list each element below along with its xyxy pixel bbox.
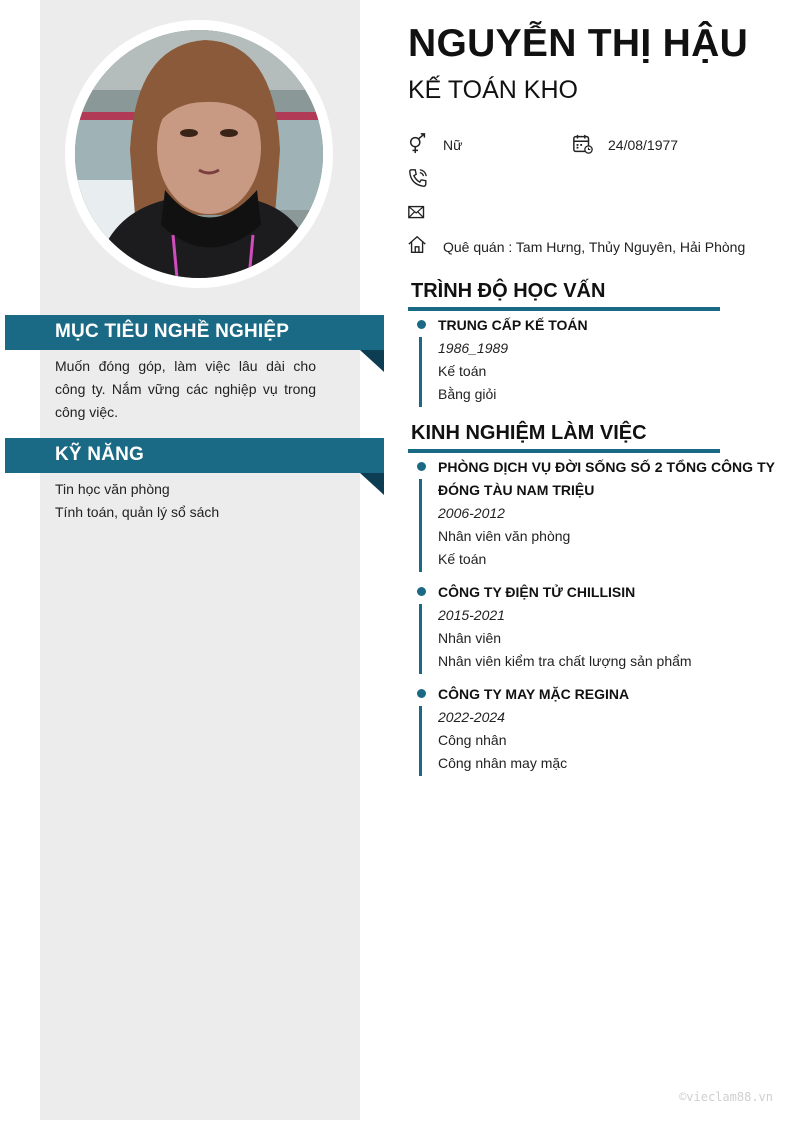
timeline-dot [417, 462, 426, 471]
experience-company: PHÒNG DỊCH VỤ ĐỜI SỐNG SỐ 2 TỔNG CÔNG TY [438, 459, 775, 475]
experience-position: Nhân viên [438, 630, 502, 646]
timeline-dot [417, 320, 426, 329]
avatar-photo [75, 30, 323, 278]
section-underline [408, 307, 720, 311]
experience-position: Công nhân [438, 732, 507, 748]
education-grade: Bằng giỏi [438, 386, 497, 402]
gender-icon [407, 133, 429, 155]
home-icon [407, 234, 429, 256]
experience-company: CÔNG TY MAY MẶC REGINA [438, 686, 630, 702]
ribbon-fold [360, 350, 384, 372]
avatar [75, 30, 323, 278]
avatar-frame [65, 20, 333, 288]
calendar-icon [572, 133, 594, 155]
experience-period: 2015-2021 [438, 607, 505, 623]
skills-heading: KỸ NĂNG [55, 444, 145, 465]
candidate-name: NGUYỄN THỊ HẬU [408, 22, 749, 65]
timeline-dot [417, 587, 426, 596]
experience-position: Nhân viên văn phòng [438, 528, 571, 544]
experience-period: 2022-2024 [438, 709, 505, 725]
timeline-line [419, 479, 422, 572]
timeline-line [419, 337, 422, 407]
experience-description: Nhân viên kiểm tra chất lượng sản phẩm [438, 653, 692, 669]
birthdate-value: 24/08/1977 [608, 137, 679, 153]
experience-company: CÔNG TY ĐIỆN TỬ CHILLISIN [438, 584, 636, 600]
education-school: TRUNG CẤP KẾ TOÁN [438, 317, 588, 333]
experience-description: Kế toán [438, 551, 487, 567]
hometown-value: Quê quán : Tam Hưng, Thủy Nguyên, Hải Phòng [443, 239, 746, 255]
experience-description: Công nhân may mặc [438, 755, 568, 771]
watermark: ©vieclam88.vn [679, 1090, 773, 1104]
objective-heading-bar [5, 315, 384, 350]
timeline-dot [417, 689, 426, 698]
gender-value: Nữ [443, 137, 463, 153]
education-period: 1986_1989 [438, 340, 509, 356]
objective-text: Muốn đóng góp, làm việc lâu dài cho công ty. Nắm vững các nghiệp vụ trong công việc. [55, 358, 316, 420]
section-underline [408, 449, 720, 453]
timeline-line [419, 706, 422, 776]
skill-item: Tính toán, quản lý sổ sách [55, 504, 220, 520]
job-title: KẾ TOÁN KHO [408, 76, 578, 104]
objective-heading: MỤC TIÊU NGHỀ NGHIỆP [55, 321, 290, 342]
experience-period: 2006-2012 [438, 505, 505, 521]
experience-company-cont: ĐÓNG TÀU NAM TRIỆU [438, 482, 595, 498]
timeline-line [419, 604, 422, 674]
phone-icon[interactable] [407, 167, 429, 189]
ribbon-fold [360, 473, 384, 495]
education-heading: TRÌNH ĐỘ HỌC VẤN [411, 280, 606, 302]
experience-heading: KINH NGHIỆM LÀM VIỆC [411, 422, 647, 444]
mail-icon[interactable] [407, 202, 429, 224]
skill-item: Tin học văn phòng [55, 481, 170, 497]
education-major: Kế toán [438, 363, 487, 379]
skills-heading-bar [5, 438, 384, 473]
